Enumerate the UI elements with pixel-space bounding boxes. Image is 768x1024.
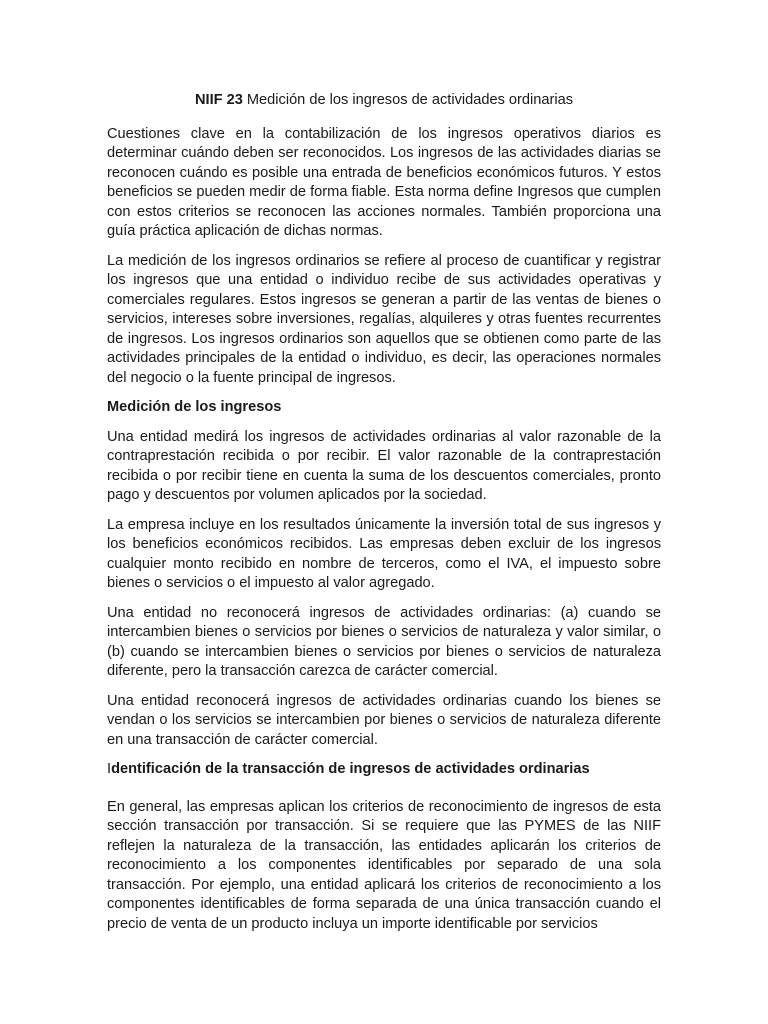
intro-paragraph-2: La medición de los ingresos ordinarios se refiere al proceso de cuantificar y registrar los ingresos que una entidad o individuo recibe de sus actividades operativas y comerciales regulares. Estos ingresos se generan a partir de las ventas de bienes o servicios, intereses sobre inversiones, regalías, alquileres y otras fuentes recurrentes de ingresos. Los ingresos ordinarios son aquellos que se obtienen como parte de las actividades principales de la entidad o individuo, es decir, las operaciones normales del negocio o la fuente principal de ingresos. (107, 252, 661, 386)
section2-paragraph-1: En general, las empresas aplican los criterios de reconocimiento de ingresos de esta sección transacción por transacción. Si se requiere que las PYMES de las NIIF reflejen la naturaleza de la transacción, las entidades aplicarán los criterios de reconocimiento a los componentes identificables por separado de una sola transacción. Por ejemplo, una entidad aplicará los criterios de reconocimiento a los componentes identificables de forma separada de una única transacción cuando el precio de venta de un producto incluya un importe identificable por servicios (107, 798, 661, 932)
heading-rest: dentificación de la transacción de ingresos de actividades ordinarias (111, 761, 590, 777)
title-text: Medición de los ingresos de actividades ordinarias (242, 92, 574, 108)
intro-paragraph-1: Cuestiones clave en la contabilización de los ingresos operativos diarios es determinar cuándo deben ser reconocidos. Los ingresos de las actividades diarias se reconocen cuándo es posible una entrada de beneficios económicos futuros. Y estos beneficios se pueden medir de forma fiable. Esta norma define Ingresos que cumplen con estos criterios se reconocen las acciones normales. También proporciona una guía práctica aplicación de dichas normas. (107, 125, 661, 239)
section-heading-identificacion (107, 760, 661, 780)
section1-paragraph-1: Una entidad medirá los ingresos de actividades ordinarias al valor razonable de la contraprestación recibida o por recibir. El valor razonable de la contraprestación recibida o por recibir tiene en cuenta la suma de los descuentos comerciales, pronto pago y descuentos por volumen aplicados por la sociedad. (107, 428, 661, 503)
section1-paragraph-2: La empresa incluye en los resultados únicamente la inversión total de sus ingresos y los beneficios económicos recibidos. Las empresas deben excluir de los ingresos cualquier monto recibido en nombre de terceros, como el IVA, el impuesto sobre bienes o servicios o el impuesto al valor agregado. (107, 516, 661, 591)
heading-initial: I (107, 761, 112, 777)
section1-paragraph-4: Una entidad reconocerá ingresos de actividades ordinarias cuando los bienes se vendan o los servicios se intercambien por bienes o servicios de naturaleza diferente en una transacción de carácter comercial. (107, 692, 661, 748)
title-standard-code: NIIF 23 (194, 92, 243, 108)
document-page (107, 88, 661, 944)
document-title (107, 91, 661, 111)
section1-paragraph-3: Una entidad no reconocerá ingresos de actividades ordinarias: (a) cuando se intercambien bienes o servicios por bienes o servicios de naturaleza y valor similar, o (b) cuando se intercambien bienes o servicios por bienes o servicios de naturaleza diferente, pero la transacción carezca de carácter comercial. (107, 604, 661, 679)
section-heading-medicion: Medición de los ingresos (107, 399, 282, 415)
